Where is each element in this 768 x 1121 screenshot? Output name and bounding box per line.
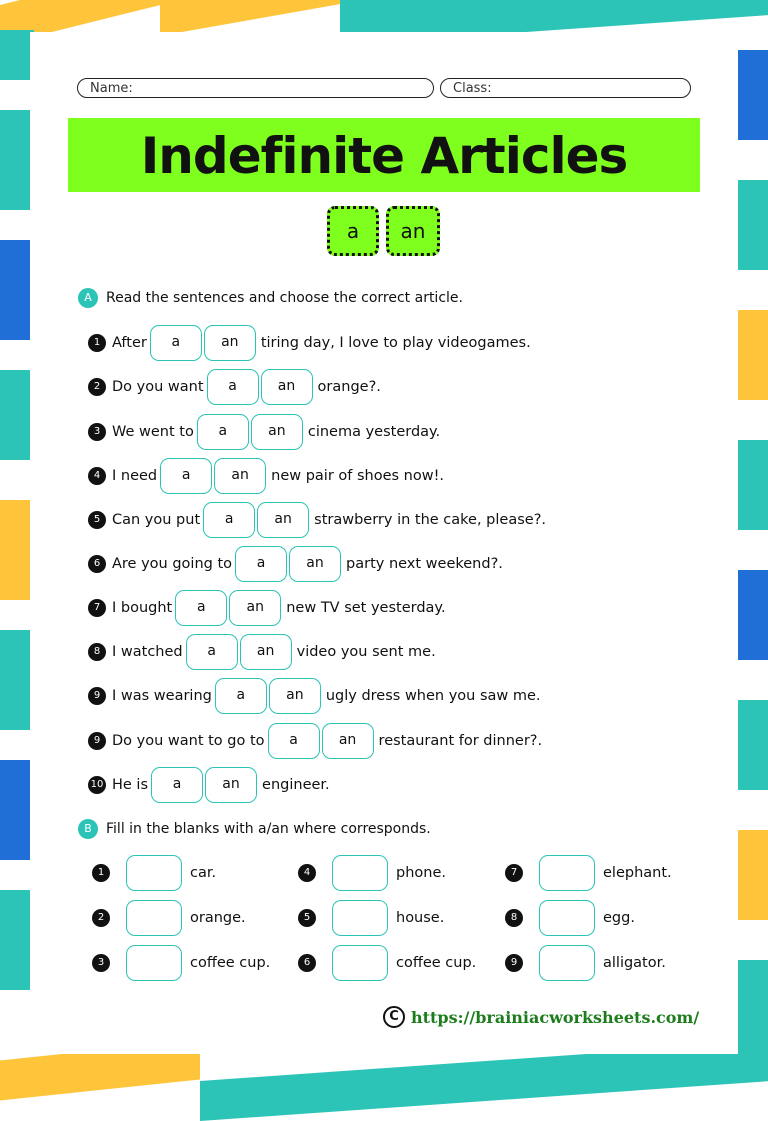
sentence-start: After bbox=[112, 335, 147, 351]
exercise-row bbox=[88, 723, 542, 759]
answer-input[interactable] bbox=[126, 945, 182, 981]
stripe-left-5 bbox=[0, 630, 30, 730]
class-label: Class: bbox=[453, 81, 492, 96]
stripe-left-6 bbox=[0, 760, 30, 860]
item-number: 7 bbox=[505, 864, 523, 882]
sentence-start: Can you put bbox=[112, 512, 201, 528]
stripe-right-2 bbox=[738, 180, 768, 270]
item-number: 9 bbox=[505, 954, 523, 972]
exercise-row bbox=[88, 325, 531, 361]
stripe-top-mid bbox=[160, 0, 340, 36]
section-b-instruction: Fill in the blanks with a/an where corresponds. bbox=[106, 821, 431, 837]
item-number: 9 bbox=[88, 687, 106, 705]
option-a-button[interactable]: a bbox=[235, 546, 287, 582]
sentence-start: I bought bbox=[112, 600, 173, 616]
option-a-button[interactable]: a bbox=[160, 458, 212, 494]
fill-blank-item bbox=[92, 945, 270, 981]
stripe-right-4 bbox=[738, 440, 768, 530]
item-number: 4 bbox=[88, 467, 106, 485]
fill-blank-item bbox=[298, 945, 476, 981]
blank-word: orange. bbox=[190, 910, 246, 926]
option-a-button[interactable]: a bbox=[203, 502, 255, 538]
blank-word: phone. bbox=[396, 865, 446, 881]
stripe-right-7 bbox=[738, 830, 768, 920]
sentence-end: party next weekend?. bbox=[346, 556, 503, 572]
sentence-end: orange?. bbox=[317, 379, 381, 395]
stripe-right-3 bbox=[738, 310, 768, 400]
fill-blank-item bbox=[505, 855, 672, 891]
section-a-instruction: Read the sentences and choose the correct article. bbox=[106, 290, 463, 306]
option-an-button[interactable]: an bbox=[204, 325, 256, 361]
item-number: 4 bbox=[298, 864, 316, 882]
blank-word: alligator. bbox=[603, 955, 666, 971]
answer-input[interactable] bbox=[332, 900, 388, 936]
option-an-button[interactable]: an bbox=[322, 723, 374, 759]
fill-blank-item bbox=[298, 900, 444, 936]
item-number: 5 bbox=[298, 909, 316, 927]
sentence-start: We went to bbox=[112, 424, 194, 440]
answer-input[interactable] bbox=[332, 855, 388, 891]
class-field[interactable] bbox=[440, 78, 691, 98]
sentence-start: Are you going to bbox=[112, 556, 233, 572]
answer-input[interactable] bbox=[539, 945, 595, 981]
item-number: 2 bbox=[92, 909, 110, 927]
sentence-end: cinema yesterday. bbox=[307, 424, 441, 440]
sentence-start: I watched bbox=[112, 644, 183, 660]
option-a-button[interactable]: a bbox=[268, 723, 320, 759]
option-a-button[interactable]: a bbox=[207, 369, 259, 405]
stripe-right-8 bbox=[738, 960, 768, 1050]
sentence-start: I need bbox=[112, 468, 158, 484]
stripe-right-5 bbox=[738, 570, 768, 660]
sentence-end: new pair of shoes now!. bbox=[271, 468, 445, 484]
stripe-left-2 bbox=[0, 240, 30, 340]
item-number: 8 bbox=[505, 909, 523, 927]
option-an-button[interactable]: an bbox=[251, 414, 303, 450]
sentence-end: tiring day, I love to play videogames. bbox=[260, 335, 531, 351]
sentence-start: Do you want bbox=[112, 379, 204, 395]
exercise-row bbox=[88, 458, 444, 494]
item-number: 8 bbox=[88, 643, 106, 661]
option-a-button[interactable]: a bbox=[197, 414, 249, 450]
blank-word: car. bbox=[190, 865, 217, 881]
blank-word: elephant. bbox=[603, 865, 672, 881]
item-number: 1 bbox=[92, 864, 110, 882]
sentence-end: engineer. bbox=[262, 777, 330, 793]
item-number: 1 bbox=[88, 334, 106, 352]
stripe-right-1 bbox=[738, 50, 768, 140]
fill-blank-item bbox=[92, 900, 246, 936]
section-a-badge: A bbox=[78, 288, 98, 308]
option-a-button[interactable]: a bbox=[175, 590, 227, 626]
stripe-left-3 bbox=[0, 370, 30, 460]
stripe-left-1 bbox=[0, 110, 30, 210]
stripe-left-7 bbox=[0, 890, 30, 990]
footer-url[interactable]: https://brainiacworksheets.com/ bbox=[411, 1007, 700, 1027]
sentence-end: strawberry in the cake, please?. bbox=[314, 512, 546, 528]
answer-input[interactable] bbox=[126, 855, 182, 891]
option-an-button[interactable]: an bbox=[214, 458, 266, 494]
item-number: 3 bbox=[92, 954, 110, 972]
item-number: 9 bbox=[88, 732, 106, 750]
item-number: 2 bbox=[88, 378, 106, 396]
item-number: 7 bbox=[88, 599, 106, 617]
blank-word: egg. bbox=[603, 910, 635, 926]
item-number: 6 bbox=[88, 555, 106, 573]
option-an-button[interactable]: an bbox=[205, 767, 257, 803]
item-number: 3 bbox=[88, 423, 106, 441]
exercise-row bbox=[88, 634, 436, 670]
option-an-button[interactable]: an bbox=[289, 546, 341, 582]
item-number: 10 bbox=[88, 776, 106, 794]
fill-blank-item bbox=[298, 855, 446, 891]
name-field[interactable] bbox=[77, 78, 434, 98]
option-a-button[interactable]: a bbox=[150, 325, 202, 361]
sentence-end: new TV set yesterday. bbox=[286, 600, 446, 616]
exercise-row bbox=[88, 546, 503, 582]
exercise-row bbox=[88, 590, 446, 626]
blank-word: house. bbox=[396, 910, 445, 926]
option-a-button[interactable]: a bbox=[186, 634, 238, 670]
sentence-end: ugly dress when you saw me. bbox=[325, 688, 541, 704]
copyright-icon: C bbox=[383, 1006, 405, 1028]
item-number: 5 bbox=[88, 511, 106, 529]
option-a-button[interactable]: a bbox=[151, 767, 203, 803]
stripe-top-left-teal bbox=[0, 30, 34, 80]
sentence-start: He is bbox=[112, 777, 149, 793]
chip-a: a bbox=[327, 206, 379, 256]
footer-link[interactable] bbox=[383, 1006, 699, 1028]
exercise-row bbox=[88, 502, 546, 538]
stripe-left-4 bbox=[0, 500, 30, 600]
fill-blank-item bbox=[92, 855, 216, 891]
sentence-start: Do you want to go to bbox=[112, 733, 265, 749]
name-label: Name: bbox=[90, 81, 133, 96]
option-an-button[interactable]: an bbox=[257, 502, 309, 538]
blank-word: coffee cup. bbox=[396, 955, 477, 971]
option-a-button[interactable]: a bbox=[215, 678, 267, 714]
answer-input[interactable] bbox=[332, 945, 388, 981]
chip-an: an bbox=[386, 206, 440, 256]
option-an-button[interactable]: an bbox=[269, 678, 321, 714]
answer-input[interactable] bbox=[126, 900, 182, 936]
answer-input[interactable] bbox=[539, 900, 595, 936]
sentence-end: restaurant for dinner?. bbox=[378, 733, 543, 749]
option-an-button[interactable]: an bbox=[240, 634, 292, 670]
exercise-row bbox=[88, 369, 381, 405]
exercise-row bbox=[88, 414, 440, 450]
option-an-button[interactable]: an bbox=[229, 590, 281, 626]
option-an-button[interactable]: an bbox=[261, 369, 313, 405]
page-title: Indefinite Articles bbox=[140, 127, 628, 185]
section-b-badge: B bbox=[78, 819, 98, 839]
sentence-start: I was wearing bbox=[112, 688, 212, 704]
answer-input[interactable] bbox=[539, 855, 595, 891]
exercise-row bbox=[88, 767, 330, 803]
fill-blank-item bbox=[505, 945, 666, 981]
blank-word: coffee cup. bbox=[190, 955, 271, 971]
fill-blank-item bbox=[505, 900, 635, 936]
sentence-end: video you sent me. bbox=[296, 644, 436, 660]
item-number: 6 bbox=[298, 954, 316, 972]
stripe-right-6 bbox=[738, 700, 768, 790]
exercise-row bbox=[88, 678, 541, 714]
